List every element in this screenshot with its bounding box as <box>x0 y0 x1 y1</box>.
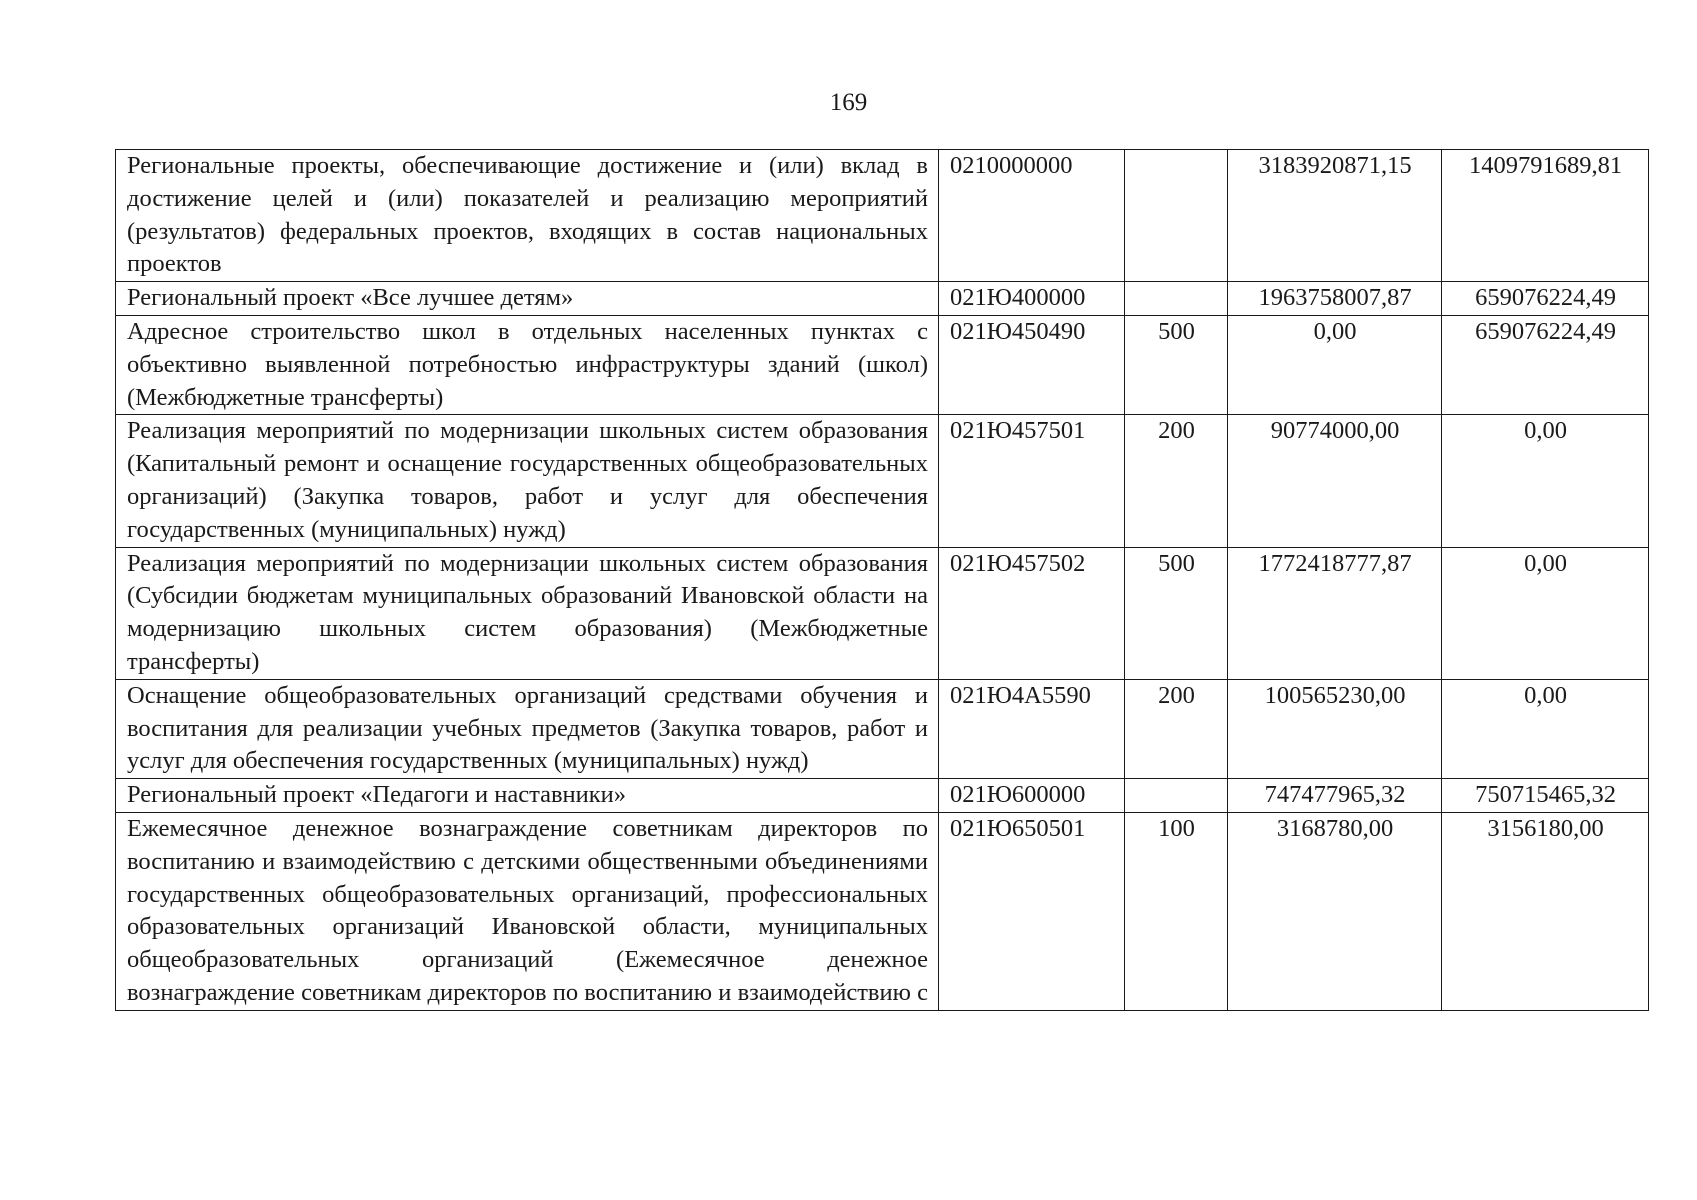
row-code: 0210000000 <box>939 150 1125 282</box>
row-sum-2: 659076224,49 <box>1442 315 1649 414</box>
row-name: Региональный проект «Педагоги и наставники» <box>116 779 939 813</box>
row-sum-2: 3156180,00 <box>1442 812 1649 1010</box>
table-row <box>116 315 1649 414</box>
row-expense-type: 200 <box>1125 415 1228 547</box>
row-code: 021Ю650501 <box>939 812 1125 1010</box>
row-sum-1: 3183920871,15 <box>1228 150 1442 282</box>
row-expense-type: 100 <box>1125 812 1228 1010</box>
row-sum-2: 0,00 <box>1442 415 1649 547</box>
row-expense-type: 200 <box>1125 679 1228 778</box>
row-expense-type: 500 <box>1125 315 1228 414</box>
table-row <box>116 547 1649 679</box>
page-number: 169 <box>829 89 868 116</box>
row-sum-2: 1409791689,81 <box>1442 150 1649 282</box>
row-sum-1: 1963758007,87 <box>1228 282 1442 316</box>
table-row <box>116 282 1649 316</box>
row-expense-type <box>1125 150 1228 282</box>
row-sum-2: 0,00 <box>1442 547 1649 679</box>
table-row <box>116 779 1649 813</box>
row-code: 021Ю457501 <box>939 415 1125 547</box>
row-name: Оснащение общеобразовательных организаций средствами обучения и воспитания для реализации учебных предметов (Закупка товаров, работ и услуг для обеспечения государственных (муниципальных) нужд) <box>116 679 939 778</box>
row-sum-2: 0,00 <box>1442 679 1649 778</box>
table-row <box>116 812 1649 1010</box>
row-name: Ежемесячное денежное вознаграждение советникам директоров по воспитанию и взаимодействию с детскими общественными объединениями государственных общеобразовательных организаций, профессиональных образовательных организаций Ивановской области, муниципальных общеобразовательных организаций (Ежемесячное денежное вознаграждение советникам директоров по воспитанию и взаимодействию с <box>116 812 939 1010</box>
row-sum-2: 750715465,32 <box>1442 779 1649 813</box>
table-row <box>116 150 1649 282</box>
row-expense-type <box>1125 779 1228 813</box>
row-sum-2: 659076224,49 <box>1442 282 1649 316</box>
row-sum-1: 0,00 <box>1228 315 1442 414</box>
row-sum-1: 100565230,00 <box>1228 679 1442 778</box>
row-code: 021Ю600000 <box>939 779 1125 813</box>
row-code: 021Ю400000 <box>939 282 1125 316</box>
row-sum-1: 90774000,00 <box>1228 415 1442 547</box>
row-code: 021Ю450490 <box>939 315 1125 414</box>
row-name: Реализация мероприятий по модернизации школьных систем образования (Капитальный ремонт и оснащение государственных общеобразовательных организаций) (Закупка товаров, работ и услуг для обеспечения государственных (муниципальных) нужд) <box>116 415 939 547</box>
row-name: Региональные проекты, обеспечивающие достижение и (или) вклад в достижение целей и (или) показателей и реализацию мероприятий (результатов) федеральных проектов, входящих в состав национальных проектов <box>116 150 939 282</box>
budget-table <box>115 149 1649 1011</box>
row-name: Адресное строительство школ в отдельных населенных пунктах с объективно выявленной потребностью инфраструктуры зданий (школ) (Межбюджетные трансферты) <box>116 315 939 414</box>
row-code: 021Ю4А5590 <box>939 679 1125 778</box>
row-name: Региональный проект «Все лучшее детям» <box>116 282 939 316</box>
row-sum-1: 3168780,00 <box>1228 812 1442 1010</box>
table-row <box>116 415 1649 547</box>
row-code: 021Ю457502 <box>939 547 1125 679</box>
row-sum-1: 747477965,32 <box>1228 779 1442 813</box>
table-row <box>116 679 1649 778</box>
row-sum-1: 1772418777,87 <box>1228 547 1442 679</box>
row-expense-type <box>1125 282 1228 316</box>
row-name: Реализация мероприятий по модернизации школьных систем образования (Субсидии бюджетам муниципальных образований Ивановской области на модернизацию школьных систем образования) (Межбюджетные трансферты) <box>116 547 939 679</box>
row-expense-type: 500 <box>1125 547 1228 679</box>
